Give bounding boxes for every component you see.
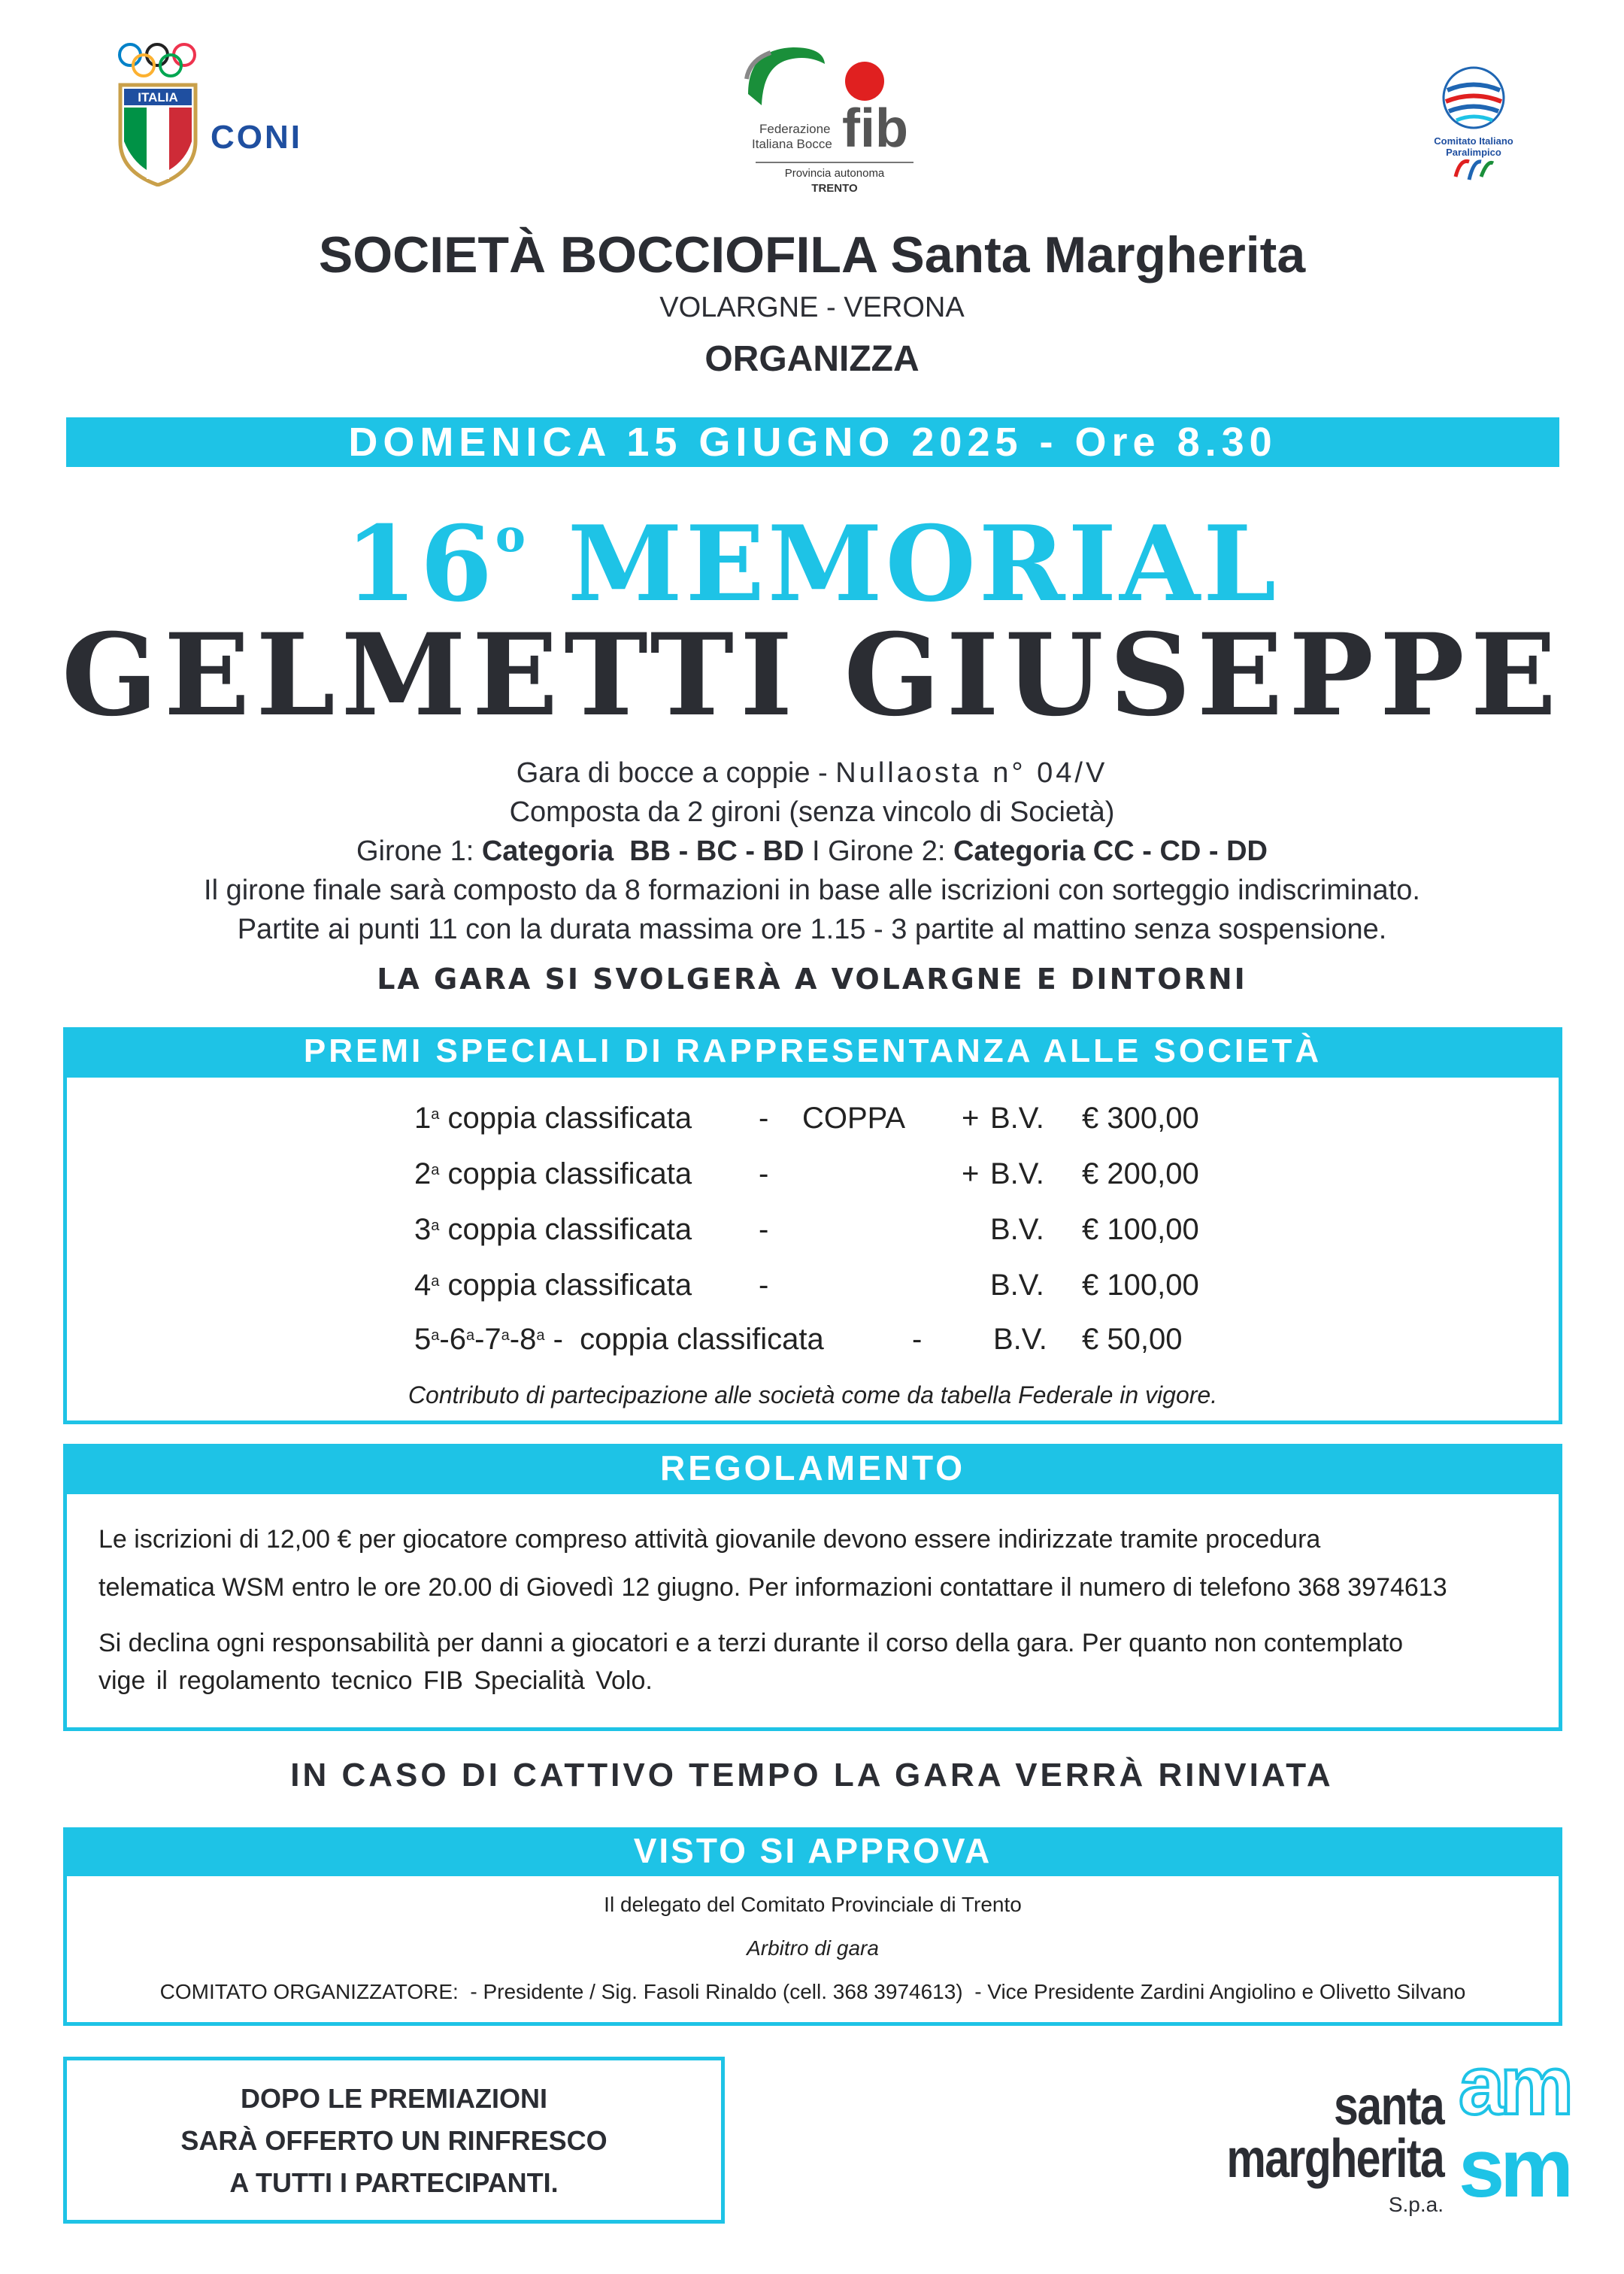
prize-amount: € 200,00 [1082, 1157, 1199, 1190]
prize-num: -6 [439, 1323, 466, 1356]
prize-bv: B.V. [990, 1269, 1044, 1302]
prize-row [67, 1102, 1559, 1154]
bad-weather-notice: IN CASO DI CATTIVO TEMPO LA GARA VERRÀ RINVIATA [290, 1757, 1334, 1793]
olympic-rings-icon [117, 41, 199, 79]
honoree-name: GELMETTI GIUSEPPE [61, 609, 1563, 741]
prize-extra: COPPA [802, 1102, 906, 1135]
prize-dash: - [759, 1157, 769, 1190]
girone1-label: Girone 1: [356, 835, 482, 867]
society-name: SOCIETÀ BOCCIOFILA Santa Margherita [318, 226, 1306, 283]
sponsor-name-line1: santa [1333, 2076, 1444, 2136]
prize-bv: B.V. [990, 1213, 1044, 1246]
prize-num: -8 [509, 1323, 537, 1356]
description-line5: Partite ai punti 11 con la durata massima ore 1.15 - 3 partite al mattino senza sospensione. [237, 914, 1387, 945]
prize-num: -7 [474, 1323, 501, 1356]
prize-place [414, 1102, 692, 1135]
fib-logo [737, 38, 932, 203]
prize-dash: - [759, 1269, 769, 1302]
prize-num: 5 [414, 1323, 432, 1356]
prize-plus: + [962, 1102, 980, 1135]
prize-dash: - [912, 1323, 923, 1356]
regolamento-heading [63, 1444, 1562, 1492]
sponsor-logo [1158, 2039, 1569, 2241]
fib-trento: TRENTO [811, 182, 858, 195]
prize-place-group [414, 1323, 824, 1357]
prize-amount: € 100,00 [1082, 1269, 1199, 1302]
fib-swoosh-icon [741, 41, 831, 113]
delegate-line: Il delegato del Comitato Provinciale di Trento [604, 1893, 1022, 1916]
regolamento-box [63, 1490, 1562, 1731]
fib-federation-line1: Federazione [759, 122, 831, 136]
amsm-mark-top: am [1459, 2039, 1569, 2132]
prizes-heading-text: PREMI SPECIALI DI RAPPRESENTANZA ALLE SOCIETÀ [303, 1032, 1323, 1069]
prize-plus: + [962, 1157, 980, 1190]
memorial-word: MEMORIAL [567, 502, 1280, 625]
approval-heading-text: VISTO SI APPROVA [633, 1831, 992, 1870]
girone1-category: Categoria BB - BC - BD [481, 835, 804, 867]
girone2-label: I Girone 2: [804, 835, 953, 867]
italia-label: ITALIA [138, 90, 178, 105]
regolamento-heading-text: REGOLAMENTO [659, 1448, 966, 1487]
fib-divider [756, 162, 914, 163]
description-line2: Composta da 2 gironi (senza vincolo di Società) [509, 796, 1115, 828]
regolamento-p3: Si declina ogni responsabilità per danni a giocatori e a terzi durante il corso della gara. Per quanto non contemplato [98, 1629, 1404, 1657]
description-line4: Il girone finale sarà composto da 8 formazioni in base alle iscrizioni con sorteggio indiscriminato. [204, 875, 1420, 906]
society-location: VOLARGNE - VERONA [659, 292, 965, 323]
prize-bv: B.V. [990, 1102, 1044, 1135]
prizes-box [63, 1074, 1562, 1424]
committee-line: COMITATO ORGANIZZATORE: - Presidente / Sig. Fasoli Rinaldo (cell. 368 3974613) - Vice Presidente Zardini Angiolino e Olivetto Silvano [159, 1980, 1466, 2003]
prize-amount: € 300,00 [1082, 1102, 1199, 1135]
refreshment-box [63, 2057, 725, 2224]
prizes-heading [63, 1027, 1562, 1075]
prize-bv: B.V. [990, 1157, 1044, 1190]
prize-sup: a [431, 1327, 440, 1344]
description-block [0, 753, 1624, 949]
prize-num: 4 [414, 1269, 432, 1302]
cip-label: Comitato Italiano Paralimpico [1434, 135, 1513, 158]
description-line3 [0, 832, 1624, 871]
prize-label: coppia classificata [439, 1269, 692, 1302]
prize-row-last [67, 1323, 1559, 1375]
prize-row [67, 1269, 1559, 1321]
coni-label: CONI [211, 119, 302, 156]
refreshment-line3: A TUTTI I PARTECIPANTI. [229, 2167, 559, 2198]
coni-logo [113, 38, 323, 188]
agitos-icon [1451, 154, 1496, 184]
fib-federation-line2: Italiana Bocce [752, 137, 832, 151]
prize-row [67, 1157, 1559, 1210]
prize-sup: a [536, 1327, 545, 1344]
fib-abbr: fib [842, 99, 908, 159]
prizes-note: Contributo di partecipazione alle società come da tabella Federale in vigore. [408, 1381, 1218, 1408]
prize-place [414, 1213, 692, 1247]
girone2-category: Categoria CC - CD - DD [953, 835, 1268, 867]
prize-sup: a [431, 1217, 440, 1234]
prize-label: coppia classificata [439, 1102, 692, 1135]
prize-dash: - [759, 1213, 769, 1246]
sponsor-spa: S.p.a. [1388, 2193, 1444, 2216]
prize-dash: - [759, 1102, 769, 1135]
prize-sup: a [431, 1273, 440, 1290]
prize-sup: a [465, 1327, 475, 1344]
fib-province: Provincia autonoma [784, 167, 885, 180]
prize-amount: € 50,00 [1082, 1323, 1183, 1356]
refreshment-line2: SARÀ OFFERTO UN RINFRESCO [180, 2125, 607, 2156]
referee-line: Arbitro di gara [747, 1936, 879, 1960]
prize-sup: a [431, 1106, 440, 1123]
prize-row [67, 1213, 1559, 1266]
prize-sup: a [431, 1162, 440, 1178]
regolamento-p1: Le iscrizioni di 12,00 € per giocatore compreso attività giovanile devono essere indirizzate tramite procedura [98, 1525, 1321, 1554]
prize-num: 3 [414, 1213, 432, 1246]
prize-num: 2 [414, 1157, 432, 1190]
approval-box [63, 1872, 1562, 2026]
description-line1 [0, 753, 1624, 793]
cip-globe-icon [1440, 64, 1507, 132]
regolamento-p4: vige il regolamento tecnico FIB Specialità Volo. [98, 1666, 653, 1695]
prize-sup: a [501, 1327, 510, 1344]
prize-label: coppia classificata [439, 1213, 692, 1246]
prize-label: coppia classificata [439, 1157, 692, 1190]
organizza-label: ORGANIZZA [704, 339, 920, 379]
description-line1-a: Gara di bocce a coppie - [516, 757, 836, 789]
amsm-mark-bottom: sm [1459, 2122, 1569, 2215]
cip-logo [1406, 60, 1541, 188]
date-banner-text: DOMENICA 15 GIUGNO 2025 - Ore 8.30 [348, 420, 1277, 465]
prize-amount: € 100,00 [1082, 1213, 1199, 1246]
prize-place [414, 1157, 692, 1191]
prize-num: 1 [414, 1102, 432, 1135]
nullaosta: Nullaosta n° 04/V [835, 757, 1108, 789]
prize-label: - coppia classificata [544, 1323, 824, 1356]
prize-bv: B.V. [993, 1323, 1047, 1356]
prize-place [414, 1269, 692, 1302]
date-banner [66, 417, 1559, 467]
memorial-number: 16 [344, 502, 495, 625]
sponsor-name-line2: margherita [1226, 2129, 1444, 2189]
approval-heading [63, 1827, 1562, 1874]
fib-ball-icon [842, 59, 887, 104]
memorial-ordinal: o [495, 510, 529, 562]
venue-line: LA GARA SI SVOLGERÀ A VOLARGNE E DINTORNI [377, 963, 1247, 996]
regolamento-p2: telematica WSM entro le ore 20.00 di Giovedì 12 giugno. Per informazioni contattare il numero di telefono 368 3974613 [98, 1573, 1447, 1602]
memorial-title [0, 502, 1624, 625]
refreshment-line1: DOPO LE PREMIAZIONI [240, 2083, 548, 2114]
